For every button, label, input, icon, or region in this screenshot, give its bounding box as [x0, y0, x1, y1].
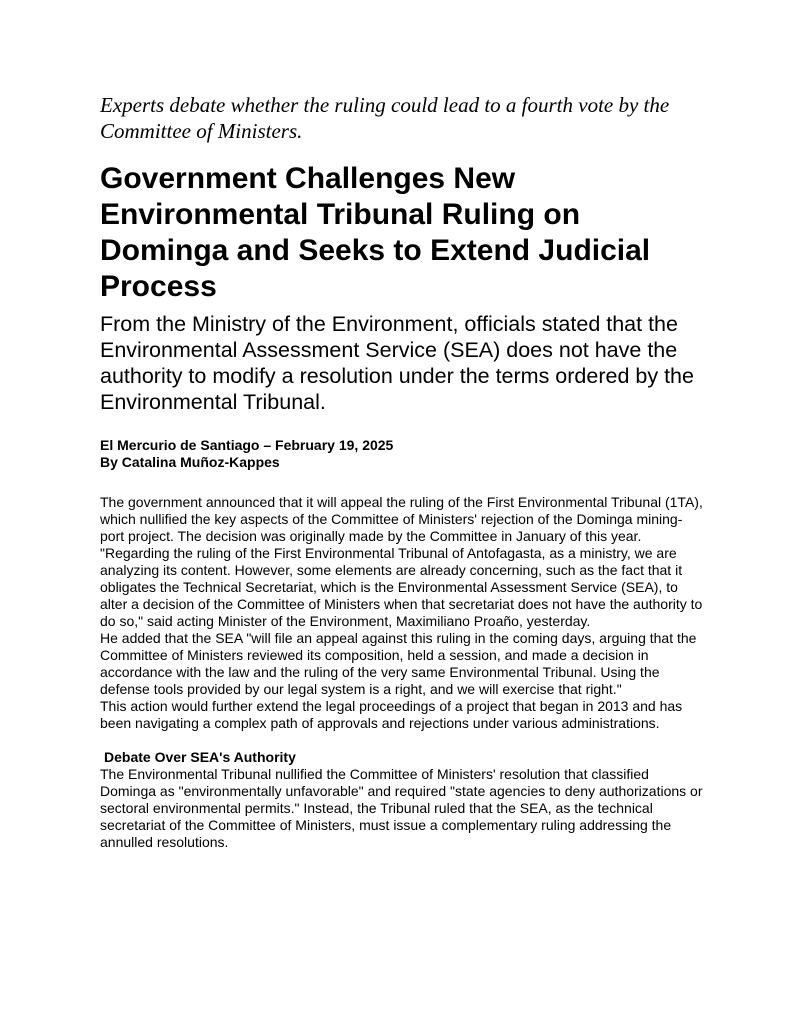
section-heading: Debate Over SEA's Authority	[104, 749, 296, 765]
dateline: El Mercurio de Santiago – February 19, 2025	[100, 437, 394, 453]
author: By Catalina Muñoz-Kappes	[100, 454, 280, 470]
body-paragraph: "Regarding the ruling of the First Environmental Tribunal of Antofagasta, as a ministry, we are analyzing its content. However, some elements are already concerning, such as the fact that it obligates the Technical Secretariat, which is the Environmental Assessment Service (SEA), to alter a decision of the Committee of Ministers when that secretariat does not have the authority to do so," said acting Minister of the Environment, Maximiliano Proaño, yesterday.	[100, 545, 703, 629]
article	[100, 92, 710, 851]
body-paragraph: He added that the SEA "will file an appeal against this ruling in the coming days, arguing that the Committee of Ministers reviewed its composition, held a session, and made a decision in accordance with the law and the ruling of the very same Environmental Tribunal. Using the defense tools provided by our legal system is a right, and we will exercise that right."	[100, 630, 697, 697]
article-subheadline: From the Ministry of the Environment, officials stated that the Environmental Assessment Service (SEA) does not have the authority to modify a resolution under the terms ordered by the Environmental Tribunal.	[100, 312, 694, 414]
body-paragraph: The government announced that it will appeal the ruling of the First Environmental Tribunal (1TA), which nullified the key aspects of the Committee of Ministers' rejection of the Dominga mining-port project. The decision was originally made by the Committee in January of this year.	[100, 494, 703, 544]
article-headline: Government Challenges New Environmental Tribunal Ruling on Dominga and Seeks to Extend Judicial Process	[100, 162, 651, 303]
body-paragraph: This action would further extend the legal proceedings of a project that began in 2013 and has been navigating a complex path of approvals and rejections under various administrations.	[100, 698, 683, 731]
section-paragraph: The Environmental Tribunal nullified the Committee of Ministers' resolution that classified Dominga as "environmentally unfavorable" and required "state agencies to deny authorizations or sectoral environmental permits." Instead, the Tribunal ruled that the SEA, as the technical secretariat of the Committee of Ministers, must issue a complementary ruling addressing the annulled resolutions.	[100, 766, 703, 850]
byline	[100, 437, 710, 471]
article-kicker: Experts debate whether the ruling could lead to a fourth vote by the Committee of Ministers.	[100, 93, 670, 143]
